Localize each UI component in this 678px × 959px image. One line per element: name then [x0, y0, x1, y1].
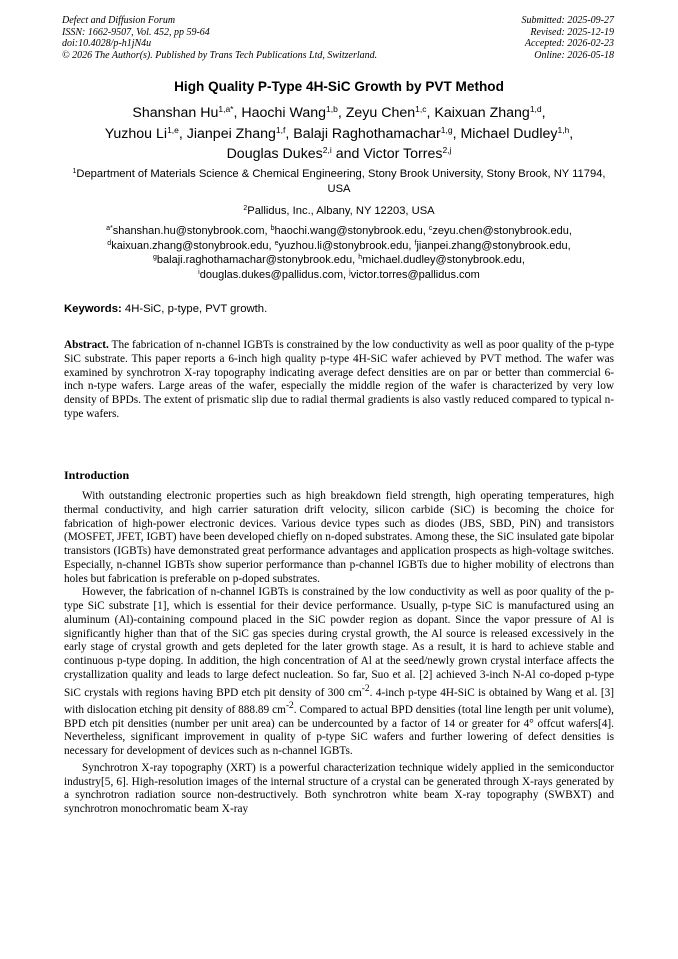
- section-heading-introduction: Introduction: [64, 468, 130, 482]
- header-left: [62, 15, 377, 61]
- email-mark: h: [358, 254, 363, 262]
- email-separator: ,: [408, 239, 415, 252]
- author-name: Balaji Raghothamachar: [293, 125, 441, 142]
- exponent: -2: [285, 701, 294, 712]
- author-separator: ,: [285, 125, 294, 142]
- email-separator: ,: [264, 225, 271, 237]
- intro-paragraph-2: [64, 586, 614, 759]
- email-list: [56, 224, 622, 282]
- email-address[interactable]: kaixuan.zhang@stonybrook.edu: [111, 239, 269, 252]
- author-separator: ,: [337, 105, 346, 121]
- author-affiliation-mark: 1,e: [167, 124, 179, 135]
- email-separator: ,: [352, 254, 359, 267]
- header-right: [522, 15, 615, 61]
- author-affiliation-mark: 1,h: [557, 124, 570, 135]
- author-affiliation-mark: 2,j: [442, 145, 452, 155]
- email-mark: c: [428, 225, 433, 232]
- email-address[interactable]: douglas.dukes@pallidus.com: [199, 268, 343, 281]
- author-name: Michael Dudley: [460, 125, 558, 142]
- email-address[interactable]: balaji.raghothamachar@stonybrook.edu: [156, 254, 353, 267]
- email-address[interactable]: michael.dudley@stonybrook.edu,: [362, 254, 525, 267]
- paper-title: High Quality P-Type 4H-SiC Growth by PVT Method: [174, 79, 504, 94]
- author-affiliation-mark: 1,d: [529, 104, 542, 114]
- author-affiliation-mark: 2,i: [322, 145, 332, 155]
- affiliation-1: [60, 167, 618, 197]
- introduction-body: [64, 490, 614, 817]
- journal-name: Defect and Diffusion Forum: [62, 15, 176, 26]
- abstract-text: The fabrication of n-channel IGBTs is constrained by the low conductivity as well as poor quality of the p-type SiC substrate. This paper reports a 6-inch high quality p-type 4H-SiC wafer achieved by PVT method. The wafer was examined by synchrotron X-ray topography indicating average defect densities are on par or better than commercial 6-inch n-type wafers. Large areas of the wafer, especially the middle region of the wafer is characterized by very low density of BPDs. The extent of prismatic slip due to radial thermal gradients is also vastly reduced compared to typical n-type wafers.: [64, 339, 614, 420]
- author-list: [56, 103, 622, 165]
- issn-line: ISSN: 1662-9507, Vol. 452, pp 59-64: [62, 26, 210, 38]
- affiliation-2: [60, 204, 618, 219]
- email-address[interactable]: zeyu.chen@stonybrook.edu,: [432, 225, 572, 237]
- author-separator: and: [331, 146, 364, 162]
- intro-p2-part-a: However, the fabrication of n-channel IGBTs is constrained by the low conductivity as well as poor quality of the p-type SiC substrate [1], which is essential for their device performance. Usually, p-type SiC is manufactured using an aluminum (Al)-containing compound placed in the SiC powder region as dopant. Since the vapor pressure of Al is significantly higher than that of the SiC gas species during crystal growth, the Al source is released excessively in the early stage of crystal growth and gets depleted for the later growth stage. As a result, it is hard to achieve stable and continuous p-type doping. In addition, the high concentration of Al at the seed/newly grown crystal interface affects the crystallization quality and leads to large defect nucleation. So far, Suo et al. [2] achieved 3-inch N-Al co-doped p-type SiC crystals with regions having BPD etch pit density of 300 cm: [64, 586, 614, 699]
- intro-paragraph-3: Synchrotron X-ray topography (XRT) is a powerful characterization technique widely applied in the semiconductor industry[5, 6]. High-resolution images of the internal structure of a crystal can be generated through X-rays generated by a synchrotron radiation source non-destructively. Both synchrotron white beam X-ray topography (SWBXT) and synchrotron monochromatic beam X-ray: [64, 761, 614, 816]
- author-affiliation-mark: 1,c: [415, 104, 427, 114]
- doi-line: doi:10.4028/p-h1jN4u: [62, 38, 152, 50]
- email-mark: i: [198, 268, 200, 276]
- email-address[interactable]: haochi.wang@stonybrook.edu: [274, 225, 423, 237]
- keywords-label: Keywords:: [64, 303, 122, 315]
- revised-date: Revised: 2025-12-19: [530, 26, 614, 38]
- author-affiliation-mark: 1,b: [326, 104, 338, 114]
- author-name: Victor Torres: [363, 146, 443, 162]
- keywords: [64, 303, 614, 315]
- author-name: Yuzhou Li: [104, 125, 168, 142]
- author-name: Kaixuan Zhang: [434, 105, 530, 121]
- abstract-label: Abstract.: [64, 339, 109, 351]
- email-mark: f: [414, 239, 417, 247]
- online-date: Online: 2026-05-18: [534, 49, 614, 61]
- keywords-text: 4H-SiC, p-type, PVT growth.: [124, 303, 268, 315]
- email-separator: ,: [342, 268, 350, 281]
- email-address[interactable]: yuzhou.li@stonybrook.edu: [278, 239, 409, 252]
- email-mark: e: [274, 239, 279, 247]
- author-separator: ,: [233, 105, 242, 121]
- abstract: [64, 339, 614, 422]
- author-separator: ,: [541, 105, 546, 121]
- copyright-line: © 2026 The Author(s). Published by Trans Tech Publications Ltd, Switzerland.: [62, 49, 378, 61]
- affiliation-text: Pallidus, Inc., Albany, NY 12203, USA: [247, 205, 435, 217]
- intro-p2-part-b: . 4-inch p-type 4H-SiC is obtained by Wang et al. [3] with dislocation etching pit density of 888.89 cm: [64, 686, 614, 716]
- email-mark: b: [270, 225, 275, 232]
- author-affiliation-mark: 1,f: [275, 124, 286, 135]
- accepted-date: Accepted: 2026-02-23: [524, 38, 614, 50]
- email-mark: g: [153, 254, 157, 262]
- author-name: Jianpei Zhang: [186, 125, 276, 142]
- email-separator: ,: [268, 239, 275, 252]
- author-name: Haochi Wang: [241, 105, 327, 121]
- author-affiliation-mark: 1,g: [440, 124, 453, 135]
- author-name: Shanshan Hu: [132, 105, 219, 121]
- author-separator: ,: [426, 105, 435, 121]
- email-separator: ,: [422, 225, 429, 237]
- exponent: -2: [361, 683, 370, 694]
- email-mark: a*: [106, 225, 113, 232]
- intro-paragraph-1: With outstanding electronic properties such as high breakdown field strength, high operating temperatures, high thermal conductivity, and high carrier saturation drift velocity, silicon carbide (SiC) is becoming the choice for fabrication of high-power electronic devices. Various device types such as diodes (JBS, SBD, PiN) and transistors (MOSFET, JFET, IGBT) have been developed chiefly on n-doped substrates. Among these, the SiC insulated gate bipolar transistors (IGBTs) have demonstrated great performance advantages and application prospects as high-voltage switches. Especially, n-channel IGBTs show superior performance than p-channel IGBTs due to higher mobility of electrons than holes but fabrication is preferable on p-doped substrates.: [64, 490, 614, 585]
- email-mark: j: [349, 268, 351, 276]
- email-address[interactable]: shanshan.hu@stonybrook.com: [112, 225, 265, 237]
- email-mark: d: [107, 239, 112, 247]
- email-address[interactable]: jianpei.zhang@stonybrook.edu,: [416, 239, 571, 252]
- affiliation-text: Department of Materials Science & Chemical Engineering, Stony Brook University, Stony Brook, NY 11794, USA: [76, 168, 606, 195]
- author-separator: ,: [452, 125, 461, 142]
- affiliation-mark: 2: [243, 205, 248, 212]
- author-separator: ,: [569, 125, 574, 142]
- submitted-date: Submitted: 2025-09-27: [521, 15, 614, 26]
- author-affiliation-mark: 1,a*: [218, 104, 234, 114]
- intro-p2-part-c: . Compared to actual BPD densities (total line length per unit volume), BPD etch pit densities (number per unit area) can be undercounted by a factor of 14 or greater for 4° offcut wafers[4]. Nevertheless, significant improvement in quality of p-type SiC wafers and further lowering of defect densities is necessary for development of devices such as n-channel IGBTs.: [64, 703, 615, 758]
- author-name: Douglas Dukes: [226, 146, 323, 162]
- affiliation-mark: 1: [72, 168, 77, 175]
- email-address[interactable]: victor.torres@pallidus.com: [350, 268, 480, 281]
- author-name: Zeyu Chen: [345, 105, 416, 121]
- author-separator: ,: [178, 125, 187, 142]
